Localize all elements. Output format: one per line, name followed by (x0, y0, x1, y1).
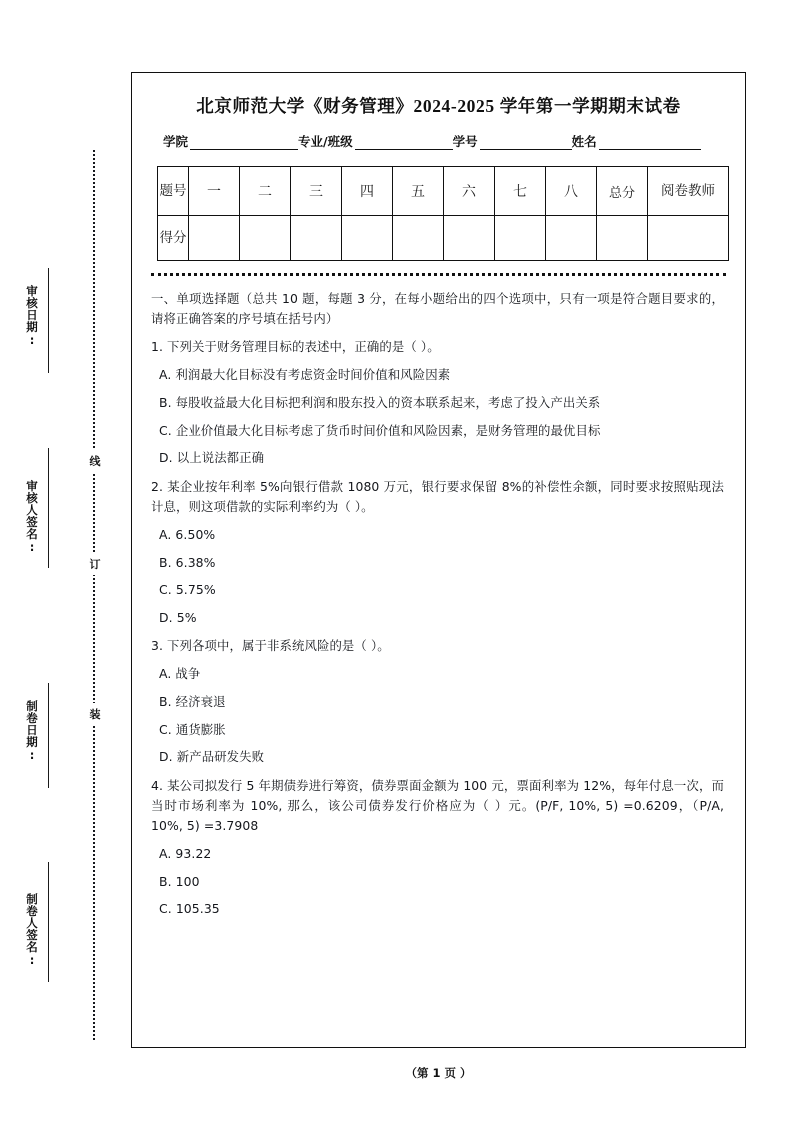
score-col-4: 四 (342, 167, 393, 216)
section-heading-multiple-choice: 一、单项选择题（总共 10 题，每题 3 分，在每小题给出的四个选项中，只有一项是符合题目要求的，请将正确答案的序号填在括号内） (151, 291, 724, 327)
fold-seal-glyph: 装 (86, 703, 104, 725)
auditor-signature-rule (48, 448, 49, 568)
score-col-7: 七 (495, 167, 546, 216)
score-col-2: 二 (240, 167, 291, 216)
auditor-signature-label: 审核人签名: (25, 480, 39, 555)
question-2-option-c[interactable]: C. 5.75% (159, 582, 216, 598)
binding-margin-strip (0, 0, 130, 1122)
major-class-field-label: 专业/班级 (298, 134, 353, 149)
page-footer (131, 1065, 746, 1081)
question-2-option-b[interactable]: B. 6.38% (159, 554, 216, 570)
score-col-grader: 阅卷教师 (648, 167, 729, 216)
question-4-stem: 4. 某公司拟发行 5 年期债券进行筹资，债券票面金额为 100 元，票面利率为 12%，每年付息一次，而当时市场利率为 10%, 那么，该公司债券发行价格应为（ ）元。(P/F, 10%, 5) =0.6209，（P/A, 10%, 5) =3.7908 (151, 777, 724, 834)
score-cell-total[interactable] (597, 216, 648, 261)
page-title: 北京师范大学《财务管理》2024‑2025 学年第一学期期末试卷 (196, 96, 681, 116)
question-1-option-d[interactable]: D. 以上说法都正确 (159, 450, 265, 466)
question-4-option-a[interactable]: A. 93.22 (159, 846, 212, 862)
question-2-option-a[interactable]: A. 6.50% (159, 526, 216, 542)
student-name-field-input[interactable] (599, 136, 701, 150)
score-cell-grader[interactable] (648, 216, 729, 261)
question-2-option-d[interactable]: D. 5% (159, 609, 197, 625)
student-name-field-label: 姓名 (571, 134, 597, 149)
page-number-label: （第 1 页 ） (405, 1066, 472, 1080)
score-cell-3[interactable] (291, 216, 342, 261)
question-4-option-c[interactable]: C. 105.35 (159, 901, 220, 917)
table-row-question-numbers (158, 167, 729, 216)
fold-dashed-line (88, 150, 100, 1040)
college-field-input[interactable] (190, 136, 298, 150)
student-info-row (163, 132, 724, 150)
score-table (157, 166, 729, 261)
question-body (151, 289, 724, 919)
score-cell-5[interactable] (393, 216, 444, 261)
audit-date-rule (48, 268, 49, 373)
score-col-8: 八 (546, 167, 597, 216)
score-col-1: 一 (189, 167, 240, 216)
score-cell-7[interactable] (495, 216, 546, 261)
question-1-option-a[interactable]: A. 利润最大化目标没有考虑资金时间价值和风险因素 (159, 367, 451, 383)
paper-date-label: 制卷日期: (25, 700, 39, 763)
score-col-3: 三 (291, 167, 342, 216)
fold-dash-stroke (93, 150, 95, 1040)
score-table-rowhead-question: 题号 (158, 167, 189, 216)
fold-line-glyph: 线 (86, 450, 104, 472)
score-col-6: 六 (444, 167, 495, 216)
major-class-field-input[interactable] (355, 136, 453, 150)
score-col-5: 五 (393, 167, 444, 216)
question-3-option-c[interactable]: C. 通货膨胀 (159, 721, 226, 737)
score-cell-8[interactable] (546, 216, 597, 261)
paper-maker-signature-label: 制卷人签名: (25, 893, 39, 968)
question-3-option-a[interactable]: A. 战争 (159, 666, 201, 682)
question-1-option-b[interactable]: B. 每股收益最大化目标把利润和股东投入的资本联系起来，考虑了投入产出关系 (159, 394, 601, 410)
question-1-option-c[interactable]: C. 企业价值最大化目标考虑了货币时间价值和风险因素，是财务管理的最优目标 (159, 422, 601, 438)
question-1-stem: 1. 下列关于财务管理目标的表述中，正确的是（ ）。 (151, 339, 440, 355)
score-cell-1[interactable] (189, 216, 240, 261)
student-id-field-input[interactable] (480, 136, 572, 150)
college-field-label: 学院 (163, 134, 189, 149)
fold-bind-glyph: 订 (86, 553, 104, 575)
score-cell-2[interactable] (240, 216, 291, 261)
score-table-rowhead-score: 得分 (158, 216, 189, 261)
paper-date-rule (48, 683, 49, 788)
score-cell-6[interactable] (444, 216, 495, 261)
question-2-stem: 2. 某企业按年利率 5%向银行借款 1080 万元，银行要求保留 8%的补偿性余额，同时要求按照贴现法计息，则这项借款的实际利率约为（ ）。 (151, 478, 724, 514)
question-4-option-b[interactable]: B. 100 (159, 873, 200, 889)
question-3-option-d[interactable]: D. 新产品研发失败 (159, 749, 265, 765)
question-3-stem: 3. 下列各项中，属于非系统风险的是（ ）。 (151, 638, 390, 654)
student-id-field-label: 学号 (452, 134, 478, 149)
paper-maker-signature-rule (48, 862, 49, 982)
table-row-scores (158, 216, 729, 261)
score-col-total: 总分 (597, 167, 648, 216)
question-3-option-b[interactable]: B. 经济衰退 (159, 694, 226, 710)
dotted-divider (151, 273, 726, 276)
audit-date-label: 审核日期: (25, 285, 39, 348)
exam-sheet-border (131, 72, 746, 1048)
score-cell-4[interactable] (342, 216, 393, 261)
